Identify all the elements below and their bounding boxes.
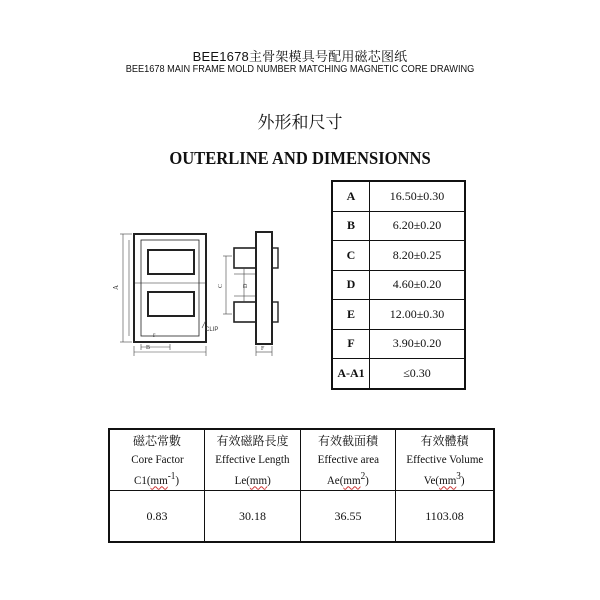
properties-value-row: [109, 491, 494, 543]
dimension-table: [331, 180, 466, 390]
properties-header-row: [109, 429, 494, 491]
dimension-value: 16.50±0.30: [370, 181, 466, 211]
value-core-factor: 0.83: [109, 491, 205, 543]
header-cn: 有效截面積: [317, 433, 378, 448]
header-unit: $Ve(mm^3)$: [424, 470, 465, 487]
header-unit: Le(mm): [234, 472, 271, 487]
side-view: [234, 232, 278, 344]
dimension-label: D: [332, 270, 370, 300]
header-cn: 有效體積: [420, 433, 469, 448]
header-cn: 磁芯常數: [132, 433, 181, 448]
dim-label-f: F: [261, 346, 265, 352]
header-en: Core Factor: [130, 451, 184, 466]
header-effective-area: [301, 429, 396, 491]
document-title-en: BEE1678 MAIN FRAME MOLD NUMBER MATCHING MAGNETIC CORE DRAWING: [125, 64, 475, 75]
dim-label-r: r: [153, 331, 156, 339]
header-en: Effective Volume: [406, 451, 483, 466]
section-title-en: OUTERLINE AND DIMENSIONNS: [169, 148, 431, 168]
dimension-label: A: [332, 181, 370, 211]
header-core-factor: [109, 429, 205, 491]
document-title-cn: BEE1678主骨架模具号配用磁芯图纸: [192, 49, 408, 64]
dim-label-a: A: [112, 284, 120, 290]
dimension-row: [332, 300, 465, 330]
dimension-row: [332, 211, 465, 241]
dimension-row: [332, 241, 465, 271]
header-unit: $C1(mm^{-1})$: [134, 470, 180, 487]
header-en: Effective Length: [215, 451, 290, 466]
dimension-value: ≤0.30: [370, 359, 466, 389]
dim-label-b: B: [146, 345, 151, 351]
dimension-row: [332, 181, 465, 211]
side-view-dimensions: [223, 256, 272, 356]
dimension-label: A-A1: [332, 359, 370, 389]
dimension-label: C: [332, 241, 370, 271]
dimension-value: 4.60±0.20: [370, 270, 466, 300]
front-view: [134, 234, 206, 342]
value-effective-volume: 1103.08: [396, 491, 495, 543]
dimension-value: 6.20±0.20: [370, 211, 466, 241]
dim-label-d: D: [243, 283, 249, 288]
header-en: Effective area: [317, 451, 379, 466]
dimension-label: B: [332, 211, 370, 241]
value-effective-area: 36.55: [301, 491, 396, 543]
core-properties-table: [108, 428, 495, 543]
value-effective-length: 30.18: [205, 491, 301, 543]
dimension-row: [332, 329, 465, 359]
dimension-row: [332, 359, 465, 389]
section-title-cn: 外形和尺寸: [257, 113, 343, 133]
dim-label-c: C: [218, 283, 224, 288]
dim-label-clip: CLIP: [205, 327, 219, 333]
dimension-value: 3.90±0.20: [370, 329, 466, 359]
core-drawing: [108, 210, 308, 360]
header-unit: $Ae(mm^2)$: [326, 470, 370, 487]
header-cn: 有效磁路長度: [216, 433, 289, 448]
dimension-row: [332, 270, 465, 300]
header-effective-volume: [396, 429, 495, 491]
dimension-label: F: [332, 329, 370, 359]
dimension-value: 8.20±0.25: [370, 241, 466, 271]
header-effective-length: [205, 429, 301, 491]
dimension-value: 12.00±0.30: [370, 300, 466, 330]
dimension-label: E: [332, 300, 370, 330]
